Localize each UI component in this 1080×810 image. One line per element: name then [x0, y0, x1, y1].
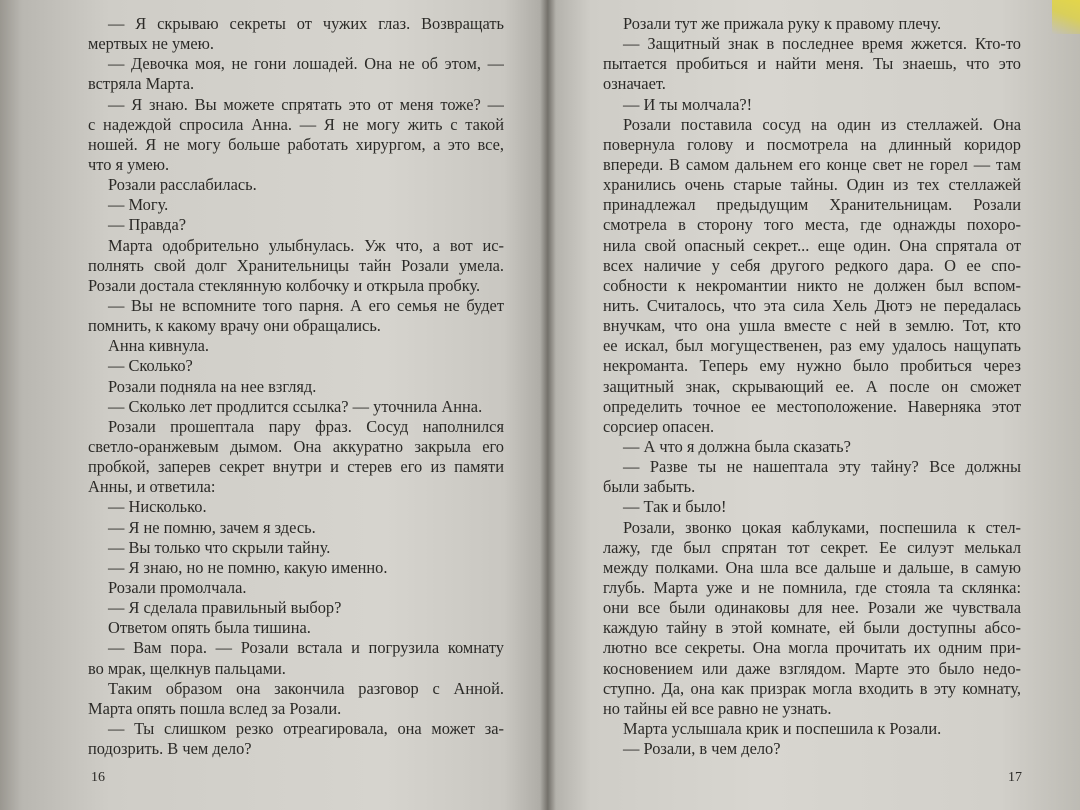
- text-line: косновением или даже взглядом. Марте это было недо-: [603, 658, 1021, 678]
- text-line: — Девочка моя, не гони лошадей. Она не об этом, —: [108, 54, 504, 74]
- text-line: Марта одобрительно улыбнулась. Уж что, а вот ис-: [108, 235, 504, 255]
- right-page-text: [603, 14, 1021, 759]
- corner-highlight: [1052, 0, 1080, 34]
- text-line: Таким образом она закончила разговор с Анной.: [108, 678, 504, 698]
- text-line: Розали, звонко цокая каблуками, поспешила к стел-: [623, 517, 1021, 537]
- text-line: подозрить. В чем дело?: [88, 739, 252, 759]
- text-line: Анны, и ответила:: [88, 477, 216, 497]
- text-line: Марта опять пошла вслед за Розали.: [88, 698, 342, 718]
- text-line: некроманта. Теперь ему нужно было пробиться через: [603, 356, 1021, 376]
- text-line: Розали поставила сосуд на один из стеллажей. Она: [623, 114, 1021, 134]
- text-line: — Я знаю. Вы можете спрятать это от меня тоже? —: [108, 94, 504, 114]
- book-gutter: [540, 0, 556, 810]
- text-line: Розали подняла на нее взгляд.: [108, 376, 317, 396]
- text-line: помнить, к какому врачу они обращались.: [88, 316, 381, 336]
- text-line: — И ты молчала?!: [623, 94, 753, 114]
- text-line: собности к некромантии никто не должен был вспом-: [603, 275, 1021, 295]
- text-line: во мрак, щелкнув пальцами.: [88, 658, 286, 678]
- text-line: лажу, где был спрятан тот секрет. Ее силуэт мелькал: [603, 537, 1021, 557]
- text-line: — А что я должна была сказать?: [623, 436, 851, 456]
- text-line: хранились очень старые тайны. Один из тех стеллажей: [603, 175, 1021, 195]
- text-line: — Так и было!: [623, 497, 727, 517]
- text-line: пробкой, заперев секрет внутри и стерев его из памяти: [88, 457, 504, 477]
- text-line: Марта услышала крик и поспешила к Розали.: [623, 718, 942, 738]
- text-line: пытается пробиться и найти меня. Ты знаешь, что это: [603, 54, 1021, 74]
- text-line: — Розали, в чем дело?: [623, 739, 781, 759]
- text-line: они все были одинаковы для нее. Розали же чувствала: [603, 598, 1021, 618]
- text-line: нить. Считалось, что эта сила Хель Дютэ не передалась: [603, 295, 1021, 315]
- text-line: Розали прошептала пару фраз. Сосуд наполнился: [108, 416, 504, 436]
- text-line: — Ты слишком резко отреагировала, она может за-: [108, 718, 504, 738]
- text-line: — Сколько лет продлится ссылка? — уточнила Анна.: [108, 396, 483, 416]
- text-line: сорсиер опасен.: [603, 416, 715, 436]
- text-line: что я умею.: [88, 154, 170, 174]
- left-page-number: 16: [91, 770, 105, 785]
- text-line: — Я сделала правильный выбор?: [108, 598, 342, 618]
- text-line: Ответом опять была тишина.: [108, 618, 311, 638]
- text-line: ступно. Да, она как призрак могла входить в эту комнату,: [603, 678, 1021, 698]
- text-line: с надеждой спросила Анна. — Я не могу жить с такой: [88, 114, 504, 134]
- text-line: Розали расслабилась.: [108, 175, 257, 195]
- text-line: между полками. Она шла все дальше и дальше, в самую: [603, 557, 1021, 577]
- text-line: — Могу.: [108, 195, 169, 215]
- text-line: мертвых не умею.: [88, 34, 214, 54]
- text-line: — Я знаю, но не помню, какую именно.: [108, 557, 388, 577]
- text-line: — Нисколько.: [108, 497, 207, 517]
- text-line: — Я не помню, зачем я здесь.: [108, 517, 316, 537]
- text-line: — Я скрываю секреты от чужих глаз. Возвращать: [108, 14, 504, 33]
- text-line: — Вы не вспомните того парня. А его семья не будет: [108, 295, 504, 315]
- right-page: [548, 0, 1080, 810]
- text-line: — Сколько?: [108, 356, 193, 376]
- text-line: — Вам пора. — Розали встала и погрузила комнату: [108, 638, 504, 658]
- text-line: Розали тут же прижала руку к правому плечу.: [623, 14, 942, 33]
- text-line: впереди. В самом дальнем его конце свет не горел — там: [603, 154, 1021, 174]
- text-line: принадлежал предыдущим Хранительницам. Розали: [603, 195, 1021, 215]
- text-line: нила свой опасный секрет... еще один. Она спрятала от: [603, 235, 1021, 255]
- text-line: но тайны ей все равно не узнать.: [603, 698, 832, 718]
- text-line: светло-оранжевым дымом. Она аккуратно закрыла его: [88, 436, 504, 456]
- text-line: определить точное ее местоположение. Наверняка этот: [603, 396, 1021, 416]
- text-line: полнять свой долг Хранительницы тайн Розали умела.: [88, 255, 504, 275]
- text-line: — Правда?: [108, 215, 187, 235]
- text-line: ее искал, был могущественен, раз ему удалось нащупать: [603, 336, 1021, 356]
- text-line: ношей. Я не могу больше работать хирургом, а это все,: [88, 134, 504, 154]
- text-line: — Вы только что скрыли тайну.: [108, 537, 331, 557]
- text-line: были забыть.: [603, 477, 696, 497]
- text-line: Розали промолчала.: [108, 577, 247, 597]
- text-line: повернула голову и посмотрела на длинный коридор: [603, 134, 1021, 154]
- text-line: встряла Марта.: [88, 74, 195, 94]
- text-line: Розали достала стеклянную колбочку и открыла пробку.: [88, 275, 481, 295]
- text-line: — Разве ты не нашептала эту тайну? Все должны: [623, 457, 1021, 477]
- text-line: — Защитный знак в последнее время жжется. Кто-то: [623, 34, 1021, 54]
- text-line: защитный знак, скрывающий ее. А после он сможет: [603, 376, 1021, 396]
- text-line: внучкам, что она ушла вместе с ней в землю. Тот, кто: [603, 316, 1021, 336]
- text-line: означает.: [603, 74, 666, 94]
- right-page-number: 17: [1008, 770, 1022, 785]
- text-line: каждую тайну в этой комнате, ей были доступны абсо-: [603, 618, 1021, 638]
- left-page-text: [88, 14, 504, 759]
- text-line: смотрела в сторону того места, где однажды похоро-: [603, 215, 1021, 235]
- text-line: Анна кивнула.: [108, 336, 210, 356]
- text-line: лютно все секреты. Она могла прочитать их одним при-: [603, 638, 1021, 658]
- text-line: всех наличие у себя другого редкого дара. О ее спо-: [603, 255, 1021, 275]
- text-line: глубь. Марта уже и не помнила, где стояла та склянка:: [603, 577, 1021, 597]
